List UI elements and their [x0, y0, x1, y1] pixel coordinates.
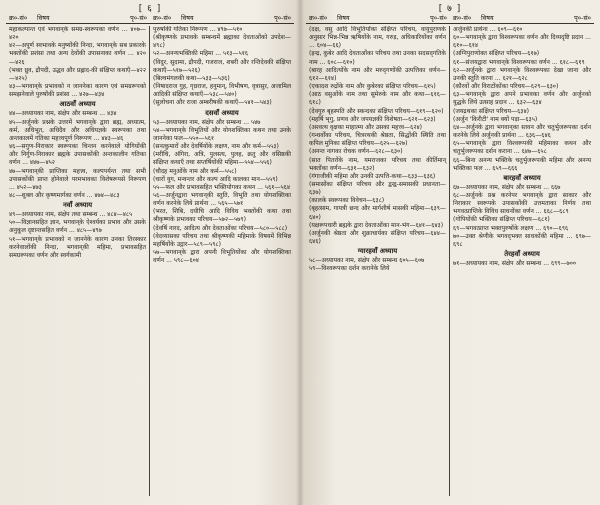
- toc-entry: ७१—अध्यायका नाम, संक्षेप और सम्बन्ध ... ६९९—७००: [453, 260, 577, 268]
- toc-entry: (गन्धर्वोंका परिचय, चित्ररथकी श्रेष्ठता, सिद्धोंकी स्थिति तथा कपिल मुनिका संक्षिप्त परिचय—६२५—६२७): [309, 132, 446, 148]
- toc-entry: (बृहत्साम, गायत्री छन्द और मार्गशीर्ष मासकी महिमा—६३९—६४०): [309, 205, 446, 221]
- toc-entry: ४४—अध्यायका नाम, संक्षेप और सम्बन्ध ... ४३४: [9, 110, 117, 118]
- toc-entry: (मरीचि, अंगिरा, अत्रि, पुलस्त्य, पुलह, क्रतु और वसिष्ठकी संक्षिप्त कथाएँ तथा सप्तर्षियोंकी महिमा—५५४—५५६): [153, 151, 291, 167]
- header-page: पृ०-सं०: [274, 14, 291, 22]
- header-subject: विषय: [37, 14, 50, 22]
- right-page: [300, 0, 600, 505]
- toc-entry: ५५—फल और प्रभावसहित भक्तियोगका कथन ... ५६१—५६४: [153, 183, 291, 191]
- header-serial: क्र०-सं०: [153, 14, 172, 22]
- toc-entry: ५७—भगवान्‌के द्वारा अपनी विभूतियोंका और योगशक्तिका वर्णन ... ५९८—६०४: [153, 249, 291, 265]
- toc-entry: (कौरवों और विराटोंकोंका परिचय—६२९—६३०): [453, 83, 559, 91]
- header-serial: क्र०-सं०: [453, 14, 472, 22]
- header-page: पृ०-सं०: [430, 14, 447, 22]
- toc-entry: (अर्जुन 'किरीटी' नाम क्यों पड़ा—६३५): [453, 115, 538, 123]
- toc-entry: (विदुर, सुदामा, द्रौपदी, गजराज, शबरी और रन्तिदेवकी संक्षिप्त कथाएँ—५१७—५२६): [153, 58, 291, 74]
- toc-entry: (देवर्षि नारद, आदित्य और देवताओंका परिचय—५८०—५८८): [153, 224, 288, 232]
- toc-entry: (महर्षि भृगु, प्रणव और जपयज्ञकी विशेषता—६२१—६२३): [309, 115, 436, 123]
- toc-entry: ४५—अर्जुनके प्रश्नके उत्तरमें भगवान्‌के द्वारा ब्रह्म, अध्यात्म, कर्म, अधिभूत, अधिदैव और अधियज्ञके स्वरूपका तथा अन्तकालमें गतिका महत्त्वपूर्ण निरूपण ... ४४३—४६: [9, 118, 146, 142]
- toc-entry: ४६—सगुण-निराकार स्वरूपका चिन्तन करनेवाले योगियोंकी और निर्गुण-निराकार ब्रह्मके उपासकोंकी अन्तकालीन गतिका वर्णन ... ४४७—४५२: [9, 143, 146, 167]
- toc-entry: ५१—भगवान्‌के प्रभावको न जाननेके कारण उनका तिरस्कार करनेवालोंकी निन्दा, भगवान्‌की महिमा, प्रभावसहित समग्ररूपका वर्णन और स्वर्गकामी: [9, 235, 146, 259]
- toc-entry: ६५—भगवान्‌के द्वारा विश्वरूपकी महिमाका कथन और चतुर्भुजरूपका दर्शन कराना ... ६४७—६५८: [453, 140, 591, 156]
- toc-entry: (यक्षरूपधारी ब्रह्मके द्वारा देवताओंका मान-भंग—६४१—६४३): [309, 221, 444, 229]
- chapter-heading: दसवाँ अध्याय: [205, 108, 239, 117]
- toc-entry: (आठ वसुओंके नाम तथा सुमेरुके नाम और कथा—६१६—६१८): [309, 91, 446, 107]
- toc-entry: अर्जुनकी प्रार्थना ... ६०९—६१०: [453, 26, 523, 33]
- header-subject: विषय: [337, 14, 350, 22]
- toc-entry: (भरत, शिबि, दधीचि आदि विविध भक्तोंकी कथा तथा श्रीकृष्णके प्रभावका परिचय—५७२—५७९): [153, 208, 291, 224]
- toc-entry: (सुलोचना और राजा अम्बरीषकी कथाएँ—५४१—५४३): [153, 99, 272, 107]
- toc-entry: (गंगाजीकी महिमा और उनकी उत्पत्ति-कथा—६३३—६३६): [309, 172, 436, 180]
- toc-entry: ६३—भगवान्‌के द्वारा अपने प्रभावका वर्णन और अर्जुनको युद्धके लिये उत्साह प्रदान ... ६३२—६३४: [453, 91, 591, 107]
- header-subject: विषय: [481, 14, 494, 22]
- toc-entry: (समासोंका संक्षिप्त परिचय और द्वन्द्व-समासकी प्रधानता—६३७): [309, 180, 446, 197]
- toc-entry: (जयद्रथका संक्षिप्त परिचय—६३४): [453, 107, 530, 115]
- toc-entry: ६९—भगवत्प्राप्त भक्तपुरुषोंके लक्षण ... ६९०—६९६: [453, 224, 569, 232]
- left-page-number: [ ६ ]: [138, 4, 162, 14]
- toc-entry: (वेदव्यासका परिचय तथा श्रीकृष्णकी महिमाके विषयमें विभिन्न महर्षियोंके उद्गार—५८९—५९८): [153, 232, 291, 248]
- toc-entry: (चारों युग, मन्वन्तर और कल्प आदि कालका मान—५५९): [153, 175, 278, 183]
- toc-entry: ६०—भगवान्‌के द्वारा विश्वरूपका वर्णन और दिव्यदृष्टि प्रदान ... ६१०—६१४: [453, 34, 591, 50]
- header-serial: क्र०-सं०: [9, 14, 28, 22]
- toc-entry: ५४—भगवान्‌के विभूतियों और योगशक्तिका कथन तथा उनके जाननेका फल—५५०—५६१: [153, 126, 291, 142]
- toc-entry: ५२—अनन्यभक्तिकी महिमा ... ५१३—५१६: [153, 50, 249, 58]
- header-serial: क्र०-सं०: [309, 14, 328, 22]
- toc-entry: ६८—अर्जुनके प्रश्न करनेपर भगवान्‌के द्वारा साकार और निराकार स्वरूपके उपासकोंकी उत्तमताका निर्णय तथा भगवत्प्राप्तिके विविध साधनोंका वर्णन ... ६६८—६८९: [453, 191, 591, 216]
- toc-column: [306, 26, 450, 496]
- toc-entry: (अर्जुनकी श्रेष्ठता और शुक्राचार्यका संक्षिप्त परिचय—६४४—६४६): [309, 229, 446, 246]
- toc-entry: (एकादश रुद्रोंके नाम और कुबेरका संक्षिप्त परिचय—६१५): [309, 83, 436, 91]
- toc-entry: ५०—विज्ञानसहित ज्ञान, भगवान्‌के ऐश्वर्यका प्रभाव और उसके अनुकूल दृष्टान्तसहित वर्णन ... ४८५—४९७: [9, 219, 146, 235]
- toc-entry: ५९—विश्वरूपका दर्शन करानेके लिये: [309, 265, 390, 273]
- toc-entry: ४९—अध्यायका नाम, संक्षेप तथा सम्बन्ध ... ४८४—४८५: [9, 211, 133, 219]
- chapter-heading: तेरहवाँ अध्याय: [504, 250, 540, 259]
- toc-entry: ६१—संजयद्वारा भगवान्‌के विश्वरूपका वर्णन ... ६१८—६१९: [453, 58, 585, 66]
- toc-entry: ६४—अर्जुनके द्वारा भगवान्‌का स्तवन और चतुर्भुजरूपका दर्शन करनेके लिये अर्जुनकी प्रार्थना ... ६३६—६४६: [453, 123, 591, 140]
- toc-entry: (बिल्वमंगलकी कथा—५३३—५३६): [153, 74, 230, 82]
- left-column-header: [6, 14, 294, 24]
- toc-entry: ४३—भगवान्‌के प्रभावको न जाननेका कारण एवं समग्ररूपको समझनेवाले पुरुषोंकी प्रशंसा ... ४२७—४३४: [9, 83, 146, 99]
- toc-entry: (अश्वत्थ वृक्षका माहात्म्य और उसका महत्त्व—६२४): [309, 123, 423, 131]
- toc-entry: महाकल्पान्त एवं भगवान्‌के समग्र-स्वरूपका वर्णन ... ४०७—४२०: [9, 26, 146, 42]
- toc-entry: ५८—अध्यायका नाम, संक्षेप और सम्बन्ध ६०५—६०७: [309, 257, 425, 265]
- toc-entry: (सनत्कुमारों और देवर्षियोंके लक्षण, नाम और कर्म—५५३): [153, 143, 279, 151]
- toc-entry: (सात पितरोंके नाम, यमराजका परिचय तथा कीर्तिमान् भक्तोंका वर्णन—६३१—६३२): [309, 156, 446, 172]
- toc-entry: ४७—भगवान्‌की प्राप्तिका महत्त्व, कल्पपर्यन्त तथा सभी उपासकोंकी प्राप्त होनेवाले परमभावका विशेषरूपसे निरूपण ... ४५२—४७३: [9, 167, 146, 191]
- toc-entry: ५३—अध्यायका नाम, संक्षेप और सम्बन्ध ... ५४७: [153, 118, 261, 126]
- toc-entry: ५६—अर्जुनद्वारा भगवान्‌की स्तुति, विभूति तथा योगशक्तिका वर्णन करनेके लिये प्रार्थना ... ५६५—५७१: [153, 191, 291, 208]
- header-subject: विषय: [181, 14, 194, 22]
- chapter-heading: नवाँ अध्याय: [62, 201, 93, 210]
- header-page: पृ०-सं०: [574, 14, 591, 22]
- toc-column: [450, 26, 594, 496]
- toc-entry: (श्रीकृष्णके प्रभावके सम्बन्धमें ब्रह्माका देवताओंको उपदेश—४९८): [153, 34, 291, 50]
- header-page: पृ०-सं०: [130, 14, 147, 22]
- right-column-header: [306, 14, 594, 24]
- toc-entry: (अनन्त नागका रोचक वर्णन—६२८—६३०): [309, 148, 403, 156]
- toc-entry: (इन्द्र, कुबेर आदि देवताओंका परिचय तथा उनका सदसद्‌गतिके नाम ... ६०८—६१०): [309, 50, 446, 66]
- toc-entry: (गोपियोंकी भक्तिका संक्षिप्त परिचय—६८१): [453, 216, 550, 224]
- right-page-number: [ ७ ]: [438, 4, 462, 14]
- toc-entry: (चौदह मनुओंके नाम और कर्म—५५८): [153, 167, 237, 175]
- chapter-heading: आठवाँ अध्याय: [59, 100, 96, 109]
- toc-entry: (कालके स्वरूपका विवेचन—६३८): [309, 197, 385, 205]
- toc-entry: (अग्निपुराणोक्त संक्षिप्त परिचय—६१७): [453, 50, 540, 58]
- toc-entry: ६६—बिना अनन्य भक्तिके चतुर्भुजरूपकी महिमा और अनन्य भक्तिका फल ... ६५९—६६६: [453, 156, 591, 172]
- toc-entry: (निषादराज गुह, गृध्रराज, हनुमान्, विभीषण, वृत्रासुर, अजामिल आदिकी संक्षिप्त कथाएँ—५३८—५४०): [153, 83, 291, 99]
- toc-entry: ४२—अपूर्ण स्वभावके मनुष्योंकी निन्दा, भगवान्‌के सब प्रकारके भक्तोंकी प्रशंसा तथा अन्य देवोंकी उपासनाका वर्णन ... ४२०—४२६: [9, 42, 146, 66]
- toc-entry: पुरुषोंकी गतिका निरूपण ... ४९७—५१०: [153, 26, 243, 33]
- toc-entry: (देवगुरु बृहस्पति और स्कन्दका संक्षिप्त परिचय—६१९—६२०): [309, 107, 444, 115]
- toc-column: [6, 26, 150, 496]
- toc-entry: ४८—शुक्ल और कृष्णमार्गका वर्णन ... ४७४—४८३: [9, 191, 120, 199]
- chapter-heading: ग्यारहवाँ अध्याय: [357, 247, 398, 256]
- toc-entry: ७०—उक्त श्रेणीके भगवद्‌भक्त साधकोंकी महिमा ... ६९७—६९८: [453, 232, 591, 248]
- toc-entry: (दक्ष, वसु आदि विभूतियोंका संक्षिप्त परिचय, वायुपुराणके अनुसार भिन्न-भिन्न ऋषियोंके नाम, गरुड़, अधिकारियोंका वर्णन ... ६०४—६६): [309, 26, 446, 50]
- toc-entry: (बारह आदित्योंके नाम और मरुद्‌गणोंकी उत्पत्तिका वर्णन—६१२—६१४): [309, 66, 446, 82]
- toc-entry: ६७—अध्यायका नाम, संक्षेप और सम्बन्ध ... ६६७: [453, 183, 561, 191]
- toc-entry: (भक्त ध्रुव, द्रौपदी, उद्धव और प्रह्लाद-की संक्षिप्त कथाएँ—४२२—४२५): [9, 66, 146, 82]
- toc-column: [150, 26, 294, 496]
- toc-entry: ६२—अर्जुनके द्वारा भगवान्‌के विश्वरूपका देखा जाना और उनकी स्तुति करना ... ६२१—६२८: [453, 66, 591, 82]
- chapter-heading: बारहवाँ अध्याय: [503, 173, 541, 182]
